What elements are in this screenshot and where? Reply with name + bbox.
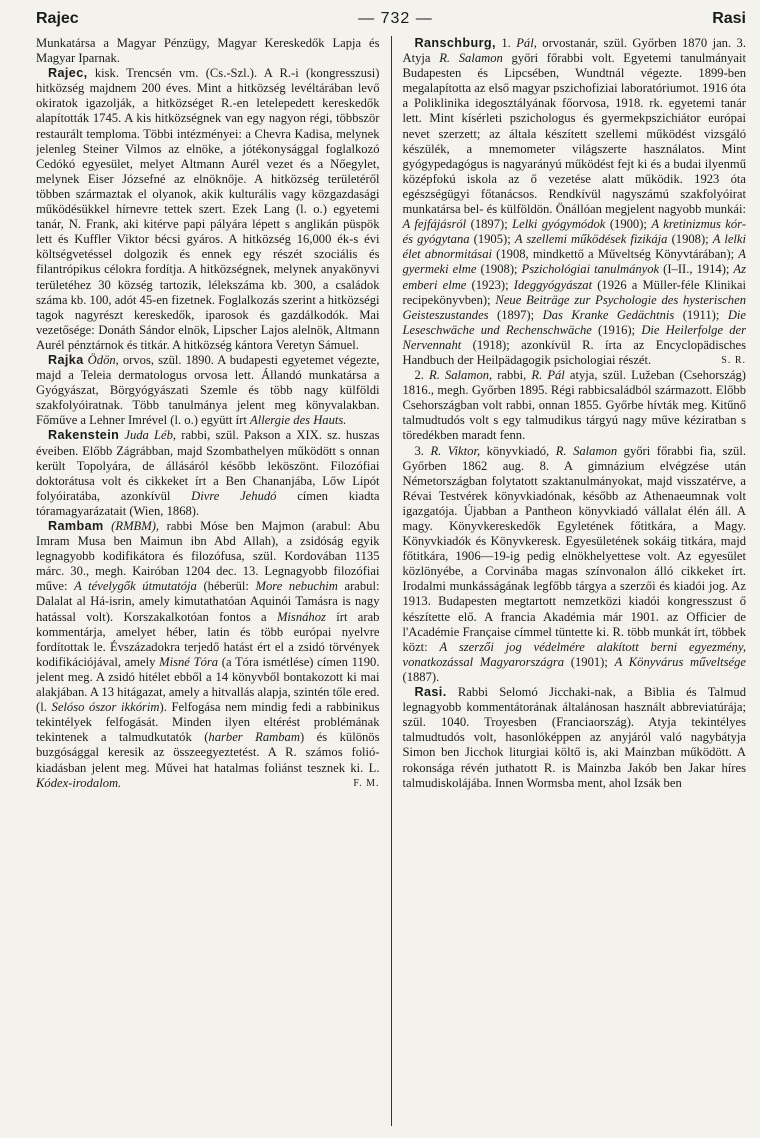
entry-continuation: Munkatársa a Magyar Pénzügy, Magyar Kereskedők Lapja és Magyar Iparnak. xyxy=(36,36,380,66)
author-signature: F. M. xyxy=(353,777,380,789)
header-right-keyword: Rasi xyxy=(712,10,746,27)
entry-headword: Rakenstein xyxy=(48,428,120,443)
entry-rakenstein: Rakenstein Juda Léb, rabbi, szül. Pakson a XIX. sz. huszas éveiben. Előbb Zágrábban, majd Szombathelyen működött s onnan került Topolyára, de állásáról később leköszönt. Filozófiai doktorátusa volt és cikkeket írt a Ben Chananjába, Lőw Lipót folyóiratába, azonkívül Divre Jehudó címen kiadta tóramagyarázatait (Wien, 1868). xyxy=(36,428,380,518)
entry-headword: Rasi. xyxy=(414,685,447,700)
left-column xyxy=(36,36,380,1126)
entry-ranschburg-salamon: 2. R. Salamon, rabbi, R. Pál atyja, szül. Lužeban (Csehország) 1816., megh. Győrben 1895. Régi rabbicsaládból származott. Előbb Csehországban volt rabbi, onnan 1855. Győrbe hívták meg. Kitűnő talmudtudós volt s egy talmudikus tárgyú nagy műve kéziratban s töredékben maradt fenn. xyxy=(402,368,746,443)
running-header xyxy=(36,10,746,36)
entry-headword: Rajec, xyxy=(48,66,88,81)
entry-headword: Rambam xyxy=(48,519,104,533)
entry-ranschburg-viktor: 3. R. Viktor, könyvkiadó, R. Salamon győri főrabbi fia, szül. Győrben 1862 aug. 8. A gimnázium elvégzése után Németországban folytatott szaktanulmányokat, majd visszatérve, a Révai Testvérek könyvkiadónak, később az Athenaeumnak volt igazgatója. Újabban a Pantheon könyvkiadó vállalat élén áll. A magy. Könyvkereskedők Egyletének főtitkára, a Magy. Könyvkiadók és Könyvkeresk. Egyesületének sokáig titkára, majd főtitkára, 1906—19-ig pedig elnökhelyettese volt. Az egyesület közlönyébe, a Corvinába magas színvonalon álló cikkeket írt. Irodalmi munkásságának legfőbb tárgya a szerzői és kiadói jog. Az 1913. Budapesten megtartott nemzetközi kiadói kongresszust ő készítette elő. A francia Akadémia már 1901. az Officier de l'Académie Française címmel tüntette ki. R. több munkát írt, többek közt: A szerzői jog védelmére alakított berni egyezmény, vonatkozással Magyarországra (1901); A Könyvárus műveltsége (1887). xyxy=(402,443,746,684)
author-signature: S. R. xyxy=(721,354,746,366)
header-left-keyword: Rajec xyxy=(36,10,79,27)
page-number: — 732 — xyxy=(358,10,433,27)
entry-rajec: Rajec, kisk. Trencsén vm. (Cs.-Szl.). A R.-i (kongresszusi) hitközség majdnem 200 éves. Mint a hitközség levéltárában levő okiratok igazolják, a hitközséget R.-en letelepedett kereskedők alapították 1745. A kis hitközségnek van egy nagyon régi, többször restaurált temploma. Többi intézményei: a Chevra Kadisa, melynek jelenleg Steiner Vilmos az elnöke, a jótékonysággal foglalkozó Cedókó egyesület, melyet Altmann Aurél vezet és a Nőegylet, melynek Eiser Józsefné az elnöknője. A hitközség területéről többen származtak el olyanok, akik kulturális vagy közgazdasági működésükkel hírnevre tettek szert. Ezek Lang (l. o.) egyetemi tanár, N. Frank, aki kitérve papi pályára lépett s anglikán püspök lett és Kuffler Viktor bécsi gyáros. A hitközség 16,000 ék-s évi költségvetéssel dolgozik és ennek egy részét szociális és filantrópikus célokra fordítja. A hitközségnek, melynek anyakönyvi területéhez 30 község tartozik, lélekszáma kb. 300, a családok száma kb. 100, adót 45-en fizetnek. Foglalkozás szerint a hitközségi tagok nagyrészt kereskedők, iparosok és gazdálkodók. Mai vezetősége: Donáth Sándor elnök, Lipscher Lajos alelnök, Altmann Aurél pénztárnok és titkár. A hitközség kántora Veretyn Sámuel. xyxy=(36,66,380,352)
right-column xyxy=(391,36,747,1126)
entry-ranschburg-pal: Ranschburg, 1. Pál, orvostanár, szül. Győrben 1870 jan. 3. Atyja R. Salamon győri főrabbi volt. Egyetemi tanulmányait Budapesten és Lipcsében, Wundtnál végezte. 1899-ben megalapította az első magyar pszichofiziai laboratóriumot. 1916 óta a Poliklinika idegosztályának főorvosa, 1918. rk. egyetemi tanár lett. Mint kísérleti pszichologus és gyermekpszichiátor európai nevet szerzett; az általa készített szellemi működést vizsgáló készülék, a mnemometer világszerte használatos. Mint gyógypedagógus is nagyarányú működést fejt ki és a budai ilyenmű középfokú iskola az ő vezetése alatt működik. 1923 óta egészségügyi főtanácsos. Rendkívül nagyszámú szakfolyóirat munkatársa bel- és külföldön. Önállóan megjelent nagyobb munkái: A fejfájásról (1897); Lelki gyógymódok (1900); A kretinizmus kór- és gyógytana (1905); A szellemi működések fizikája (1908); A lelki élet abnormitásai (1908, mindkettő a Műveltség Könyvtárában); A gyermeki elme (1908); Pszichológiai tanulmányok (I–II., 1914); Az emberi elme (1923); Ideggyógyászat (1926 a Müller-féle Klinikai recipekönyvben); Neue Beiträge zur Psychologie des hysterischen Geisteszustandes (1897); Das Kranke Gedächtnis (1911); Die Leseschwäche und Rechenschwäche (1916); Die Heilerfolge der Nervennaht (1918); azonkívül R. írta az Encyclopädisches Handbuch der Heilpädagogik psichologiai részét. S. R. xyxy=(402,36,746,367)
entry-rambam: Rambam (RMBM), rabbi Móse ben Majmon (arabul: Abu Imram Musa ben Maimun ibn Abd Allah), a zsidóság egyik legnagyobb kodifikátora és filozófusa, szül. Kordovában 1135 márc. 30., megh. Kairóban 1204 dec. 13. Legnagyobb filozófiai műve: A tévelygők útmutatója (héberül: More nebuchim arabul: Dalalat al Há-isrin, amely kimutathatóan Aquinói Tamásra is nagy hatással volt). Korszakalkotóan fontos a Misnához írt arab kommentárja, amelyet héber, latin és több európai nyelvre fordítottak le. Évszázadokra terjedő hatást ért el a zsidó törvények kodifikációjával, amely Misné Tóra (a Tóra ismétlése) címen 1190. jelent meg. A zsidó hitélet ebből a 14 könyvből bontakozott ki mai alakjában. A 13 hitágazat, amely a hitvallás alapja, szintén tőle ered. (l. Selóso ószor ikkórim). Felfogása nem mindig fedi a rabbinikus tekintélyek felfogását. Minden ilyen eltérést problémának tekintenek a talmudkutatók (harber Rambam) és különös buzgósággal keresik az összeegyeztetést. A R. számos folió-kiadásban jelent meg. Művei hat hatalmas foliánst tesznek ki. L. Kódex-irodalom. F. M. xyxy=(36,519,380,790)
entry-headword: Rajka xyxy=(48,352,84,367)
entry-rajka: Rajka Ödön, orvos, szül. 1890. A budapesti egyetemet végezte, majd a Teleia dermatologus orvosa lett. Állandó munkatársa a Gyógyászat, Börgyógyászati Szemle és több nagy külföldi szakfolyóiratnak. Több tanulmánya jelent meg könyvalakban. Főműve a Lehner Imrével (l. o.) együtt írt Allergie des Hauts. xyxy=(36,352,380,428)
entry-headword: Ranschburg, xyxy=(414,36,496,50)
text-columns xyxy=(36,36,746,1126)
entry-rasi: Rasi. Rabbi Selomó Jicchaki-nak, a Biblia és Talmud legnagyobb kommentátorának általánosan használt abbreviatúrája; szül. 1040. Troyesben (Franciaország). Atyja tekintélyes talmudtudós volt, hasonlóképpen az anyjáról való nagybátyja Simon ben Jicchok liturgiai költő is, aki Mainzban működött. A rokonsága révén juthatott R. is Mainzba Jakób ben Jakar híres talmudiskolájába. Innen Wormsba ment, ahol Izsák ben xyxy=(402,685,746,790)
